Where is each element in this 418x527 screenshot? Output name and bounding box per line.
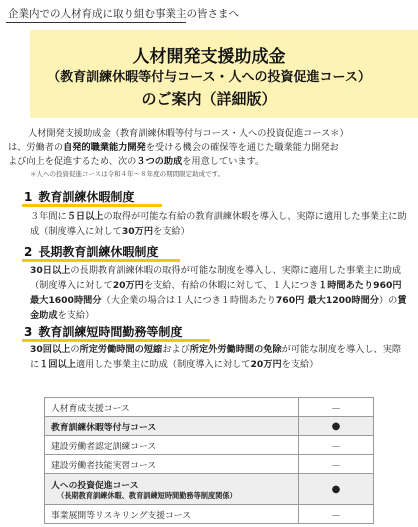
applicable-mark: ● xyxy=(299,417,374,436)
section-2-text-run: 20万円 xyxy=(112,280,144,291)
section-2-text-run: を支給、有給の休暇に対して、１人につき xyxy=(143,280,319,291)
not-applicable-mark: － xyxy=(299,455,374,474)
page-title: 人材開発支援助成金 xyxy=(132,47,286,67)
section-3-title-text: 教育訓練短時間勤務等制度 xyxy=(38,325,183,339)
page-subtitle: （教育訓練休暇等付与コース・人への投資促進コース） xyxy=(47,70,371,85)
course-name: 人への投資促進コース xyxy=(51,480,139,491)
intro-line-1: 人材開発支援助成金（教育訓練休暇等付与コース・人への投資促進コース＊） xyxy=(28,128,349,139)
intro-line-3a: よび向上を促進するため、次の xyxy=(8,156,137,167)
course-name: 事業展開等リスキリング支援コース xyxy=(51,510,191,521)
table-row xyxy=(45,398,374,417)
section-3-text-run: を支給） xyxy=(281,359,319,370)
intro-line-3b: を用意しています。 xyxy=(182,156,265,167)
course-name: 建設労働者技能実習コース xyxy=(51,460,157,471)
section-2-title xyxy=(24,243,158,260)
section-1-text-run: ３年間に xyxy=(30,211,67,222)
section-3-title xyxy=(24,323,182,340)
section-1-text-run: ５日以上 xyxy=(66,211,104,222)
section-1-title-text: 教育訓練休暇制度 xyxy=(38,190,135,204)
section-1-number: 1 xyxy=(24,190,33,204)
section-3-text-run: 適用した事業主に助成（制度導入に対して xyxy=(75,359,251,370)
table-row xyxy=(45,455,374,474)
course-name-cell xyxy=(45,455,299,474)
audience-text: 企業内での人材育成に取り組む事業主の皆さまへ xyxy=(8,8,239,20)
section-3-text-run: 30回以上 xyxy=(30,344,71,355)
section-3-text-run: の xyxy=(70,344,80,355)
section-2-number: 2 xyxy=(24,245,33,259)
page-title-guide: のご案内（詳細版） xyxy=(141,90,277,108)
applicable-mark: ● xyxy=(299,474,374,505)
course-name: 教育訓練休暇等付与コース xyxy=(51,422,157,433)
section-3-text-run: 20万円 xyxy=(250,359,282,370)
intro-bold-2: ３つの助成 xyxy=(136,156,183,167)
section-2-text-run: の長期教育訓練休暇の取得が可能な制度を導入し、実際に適用した事業主に助成（制度導入に対して xyxy=(30,265,402,291)
table-row xyxy=(45,505,374,524)
section-1-body xyxy=(30,209,410,239)
not-applicable-mark: － xyxy=(299,436,374,455)
intro-paragraph xyxy=(8,127,412,169)
section-2-body xyxy=(30,263,410,323)
course-name-cell xyxy=(45,436,299,455)
table-row xyxy=(45,417,374,436)
section-1-text-run: を支給） xyxy=(153,226,190,237)
table-row xyxy=(45,474,374,505)
course-name: 建設労働者認定訓練コース xyxy=(51,441,157,452)
section-1-text-run: の取得が可能な有給の教育訓練休暇を導入し、実際に適用した事業主に助成（制度導入に対して xyxy=(30,211,407,237)
course-subtitle: （長期教育訓練休暇、教育訓練短時間勤務等制度関係） xyxy=(57,490,237,500)
section-3-text-run: １回以上 xyxy=(39,359,76,370)
course-name-cell xyxy=(45,417,299,436)
section-3-text-run: 所定労働時間の短縮 xyxy=(79,344,163,355)
not-applicable-mark: － xyxy=(299,505,374,524)
section-2-title-text: 長期教育訓練休暇制度 xyxy=(38,245,159,259)
intro-line-2b: を受ける機会の確保等を通じた職業能力開発お xyxy=(145,142,339,153)
footnote: ＊人への投資促進コースは令和４年～８年度の期間限定助成です。 xyxy=(30,170,225,178)
course-name-cell xyxy=(45,474,299,505)
intro-line-2a: は、労働者の xyxy=(8,142,64,153)
course-name-cell xyxy=(45,505,299,524)
course-name: 人材育成支援コース xyxy=(51,403,130,414)
section-3-text-run: および xyxy=(162,344,190,355)
section-2-text-run: １時間あたり960円 最大1600時間分 xyxy=(30,280,402,306)
audience-underline xyxy=(6,22,186,23)
course-name-cell xyxy=(45,398,299,417)
intro-bold-1: 自発的職業能力開発 xyxy=(63,142,146,153)
courses-table xyxy=(44,397,374,524)
section-3-text-run: が可能な制度を導入し、実際に xyxy=(30,344,402,370)
section-1-title xyxy=(24,188,134,205)
not-applicable-mark: － xyxy=(299,398,374,417)
section-2-text-run: ）の xyxy=(378,295,398,306)
section-3-number: 3 xyxy=(24,325,33,339)
section-3-text-run: 所定外労働時間の免除 xyxy=(189,344,282,355)
section-2-text-run: 760円 最大1200時間分 xyxy=(275,295,379,306)
section-2-text-run: （大企業の場合は１人につき１時間あたり xyxy=(101,295,276,306)
section-2-text-run: を支給） xyxy=(57,310,95,321)
table-row xyxy=(45,436,374,455)
section-2-text-run: 30日以上 xyxy=(30,265,71,276)
section-2-text-run: 賃金助成 xyxy=(30,295,407,321)
section-3-body xyxy=(30,342,410,372)
section-1-text-run: 30万円 xyxy=(121,226,154,237)
